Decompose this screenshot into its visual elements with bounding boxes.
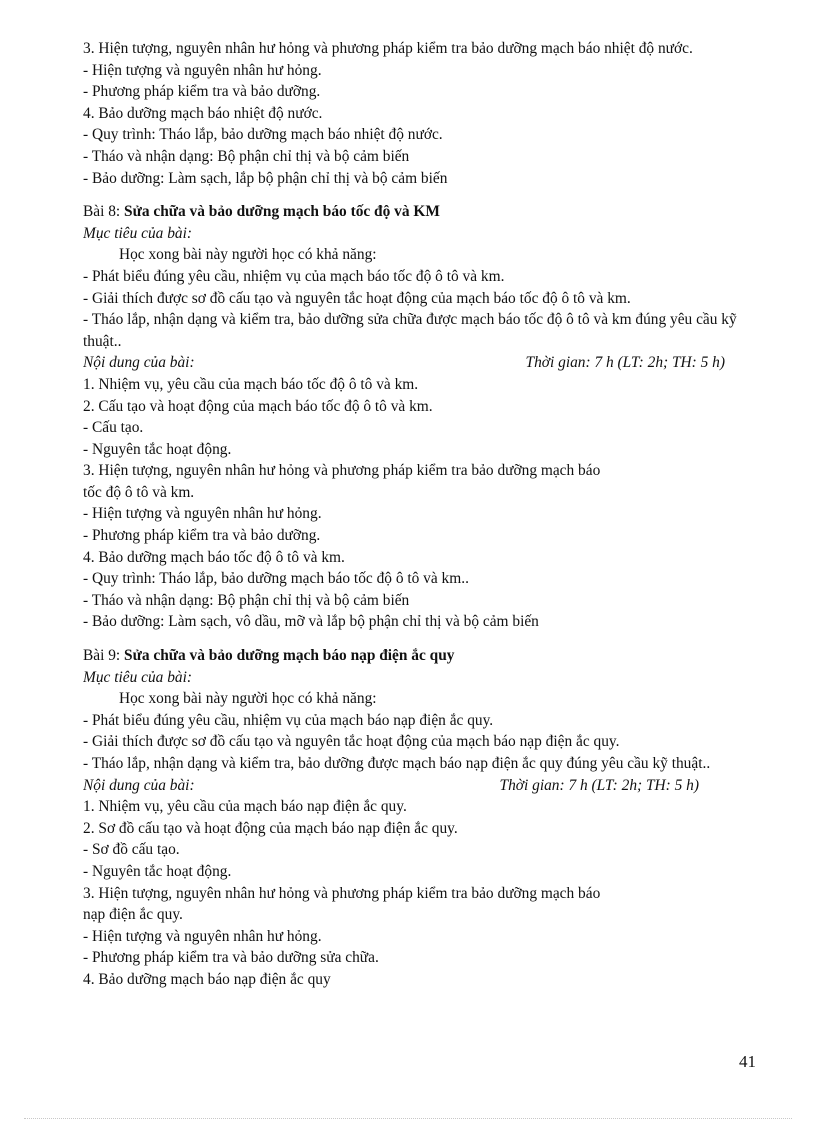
list-item: 2. Sơ đồ cấu tạo và hoạt động của mạch báo nạp điện ắc quy. [83,819,458,837]
list-item: 1. Nhiệm vụ, yêu cầu của mạch báo tốc độ ô tô và km. [83,375,419,393]
list-item: - Phát biểu đúng yêu cầu, nhiệm vụ của mạch báo nạp điện ắc quy. [83,711,494,729]
list-item: - Tháo và nhận dạng: Bộ phận chỉ thị và bộ cảm biến [83,147,410,165]
list-item: - Nguyên tắc hoạt động. [83,862,232,880]
list-item: 1. Nhiệm vụ, yêu cầu của mạch báo nạp điện ắc quy. [83,798,407,816]
page-number: 41 [739,1052,756,1071]
list-item: 3. Hiện tượng, nguyên nhân hư hỏng và phương pháp kiểm tra bảo dưỡng mạch báo [83,462,601,480]
footer-divider [24,1118,792,1119]
intro-text: Học xong bài này người học có khả năng: [119,246,377,264]
list-item: - Hiện tượng và nguyên nhân hư hỏng. [83,505,322,523]
list-item: - Nguyên tắc hoạt động. [83,440,232,458]
list-item: - Hiện tượng và nguyên nhân hư hỏng. [83,927,322,945]
list-item: - Quy trình: Tháo lắp, bảo dưỡng mạch báo nhiệt độ nước. [83,126,443,144]
page-body [83,38,759,991]
lesson-9-number: Bài 9: [83,647,125,665]
list-item: - Bảo dưỡng: Làm sạch, vô dầu, mỡ và lắp bộ phận chỉ thị và bộ cảm biến [83,613,539,631]
list-item: - Phương pháp kiểm tra và bảo dưỡng. [83,527,321,545]
list-item: - Tháo lắp, nhận dạng và kiểm tra, bảo dưỡng được mạch báo nạp điện ắc quy đúng yêu cầu kỹ thuật.. [83,755,711,772]
list-item: 2. Cấu tạo và hoạt động của mạch báo tốc độ ô tô và km. [83,397,433,415]
list-item: 3. Hiện tượng, nguyên nhân hư hỏng và phương pháp kiểm tra bảo dưỡng mạch báo [83,884,601,902]
time-allocation: Thời gian: 7 h (LT: 2h; TH: 5 h) [525,354,725,372]
lesson-8-heading: Sửa chữa và bảo dưỡng mạch báo tốc độ và KM [124,203,440,221]
objectives-label: Mục tiêu của bài: [83,224,192,242]
paragraph: 4. Bảo dưỡng mạch báo nhiệt độ nước. [83,104,323,122]
list-item: - Bảo dưỡng: Làm sạch, lắp bộ phận chỉ thị và bộ cảm biến [83,169,448,187]
lesson-9-heading: Sửa chữa và bảo dưỡng mạch báo nạp điện ắc quy [124,647,455,665]
spacer [83,633,759,645]
list-item: - Phát biểu đúng yêu cầu, nhiệm vụ của mạch báo tốc độ ô tô và km. [83,267,505,285]
paragraph: 3. Hiện tượng, nguyên nhân hư hỏng và phương pháp kiểm tra bảo dưỡng mạch báo nhiệt độ nước. [83,40,693,57]
content-row [83,775,759,797]
objectives-label: Mục tiêu của bài: [83,668,192,686]
list-item: - Giải thích được sơ đồ cấu tạo và nguyên tắc hoạt động của mạch báo nạp điện ắc quy. [83,733,620,751]
content-label: Nội dung của bài: [83,354,195,372]
lesson-9-title [83,645,759,667]
list-item: - Phương pháp kiểm tra và bảo dưỡng sửa chữa. [83,949,379,967]
intro-text: Học xong bài này người học có khả năng: [119,690,377,708]
list-item: 4. Bảo dưỡng mạch báo tốc độ ô tô và km. [83,548,345,566]
list-item: - Cấu tạo. [83,419,144,437]
list-item-continued: nạp điện ắc quy. [83,906,183,924]
list-item: - Tháo và nhận dạng: Bộ phận chỉ thị và bộ cảm biến [83,591,410,609]
list-item: - Quy trình: Tháo lắp, bảo dưỡng mạch báo tốc độ ô tô và km.. [83,570,469,588]
spacer [83,189,759,201]
list-item: - Sơ đồ cấu tạo. [83,841,180,859]
content-label: Nội dung của bài: [83,776,195,794]
list-item: 4. Bảo dưỡng mạch báo nạp điện ắc quy [83,970,331,988]
list-item: - Phương pháp kiểm tra và bảo dưỡng. [83,83,321,101]
list-item: - Giải thích được sơ đồ cấu tạo và nguyên tắc hoạt động của mạch báo tốc độ ô tô và km. [83,289,631,307]
lesson-8-number: Bài 8: [83,203,125,221]
content-row [83,352,759,374]
lesson-8-title [83,201,759,223]
list-item-continued: tốc độ ô tô và km. [83,483,195,501]
list-item: - Hiện tượng và nguyên nhân hư hỏng. [83,61,322,79]
time-allocation: Thời gian: 7 h (LT: 2h; TH: 5 h) [499,776,699,794]
list-item: - Tháo lắp, nhận dạng và kiểm tra, bảo dưỡng sửa chữa được mạch báo tốc độ ô tô và km đúng yêu cầu kỹ thuật.. [83,311,737,350]
